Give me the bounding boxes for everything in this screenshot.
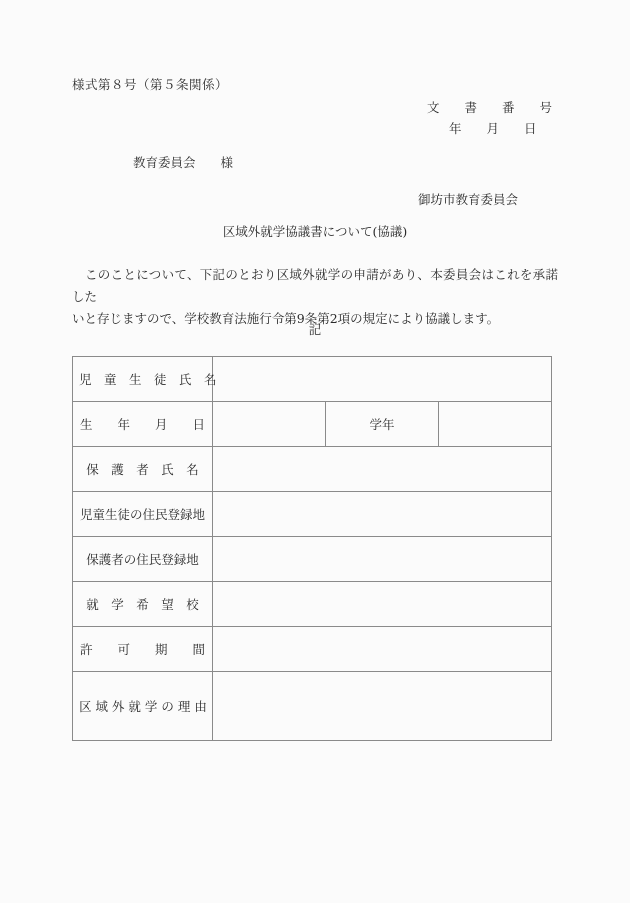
row-label-permit-period: 許 可 期 間: [73, 627, 213, 672]
issuer: 御坊市教育委員会: [418, 192, 519, 207]
row-value-grade[interactable]: [439, 402, 552, 447]
document-number-label: 文 書 番 号: [426, 100, 552, 115]
row-label-desired-school: 就 学 希 望 校: [73, 582, 213, 627]
ki-marker: 記: [308, 322, 322, 337]
row-label-birthdate: 生 年 月 日: [73, 402, 213, 447]
table-row: [73, 357, 552, 402]
application-detail-table: [72, 356, 552, 741]
table-row: [73, 672, 552, 741]
page-title: 区域外就学協議書について(協議): [222, 224, 408, 239]
addressee: 教育委員会 様: [133, 155, 234, 170]
row-label-reason: 区 域 外 就 学 の 理 由: [73, 672, 213, 741]
body-line-1: このことについて、下記のとおり区域外就学の申請があり、本委員会はこれを承諾した: [72, 267, 558, 304]
document-date-label: 年 月 日: [448, 121, 537, 136]
row-label-guardian-residence: 保護者の住民登録地: [73, 537, 213, 582]
row-value-desired-school[interactable]: [213, 582, 552, 627]
row-value-guardian-residence[interactable]: [213, 537, 552, 582]
table-row: [73, 447, 552, 492]
table-row: [73, 492, 552, 537]
row-value-guardian-name[interactable]: [213, 447, 552, 492]
table-row: [73, 402, 552, 447]
row-value-student-residence[interactable]: [213, 492, 552, 537]
table-row: [73, 582, 552, 627]
table-row: [73, 627, 552, 672]
form-number: 様式第８号（第５条関係）: [72, 77, 229, 92]
table-row: [73, 537, 552, 582]
row-label-student-name: 児 童 生 徒 氏 名: [73, 357, 213, 402]
row-value-reason[interactable]: [213, 672, 552, 741]
row-value-birthdate[interactable]: [213, 402, 326, 447]
body-line-2: いと存じますので、学校教育法施行令第9条第2項の規定により協議します。: [72, 311, 500, 326]
document-meta-block: [427, 97, 552, 139]
row-label-grade: 学年: [326, 402, 439, 447]
row-label-student-residence: 児童生徒の住民登録地: [73, 492, 213, 537]
row-value-student-name[interactable]: [213, 357, 552, 402]
row-value-permit-period[interactable]: [213, 627, 552, 672]
row-label-guardian-name: 保 護 者 氏 名: [73, 447, 213, 492]
